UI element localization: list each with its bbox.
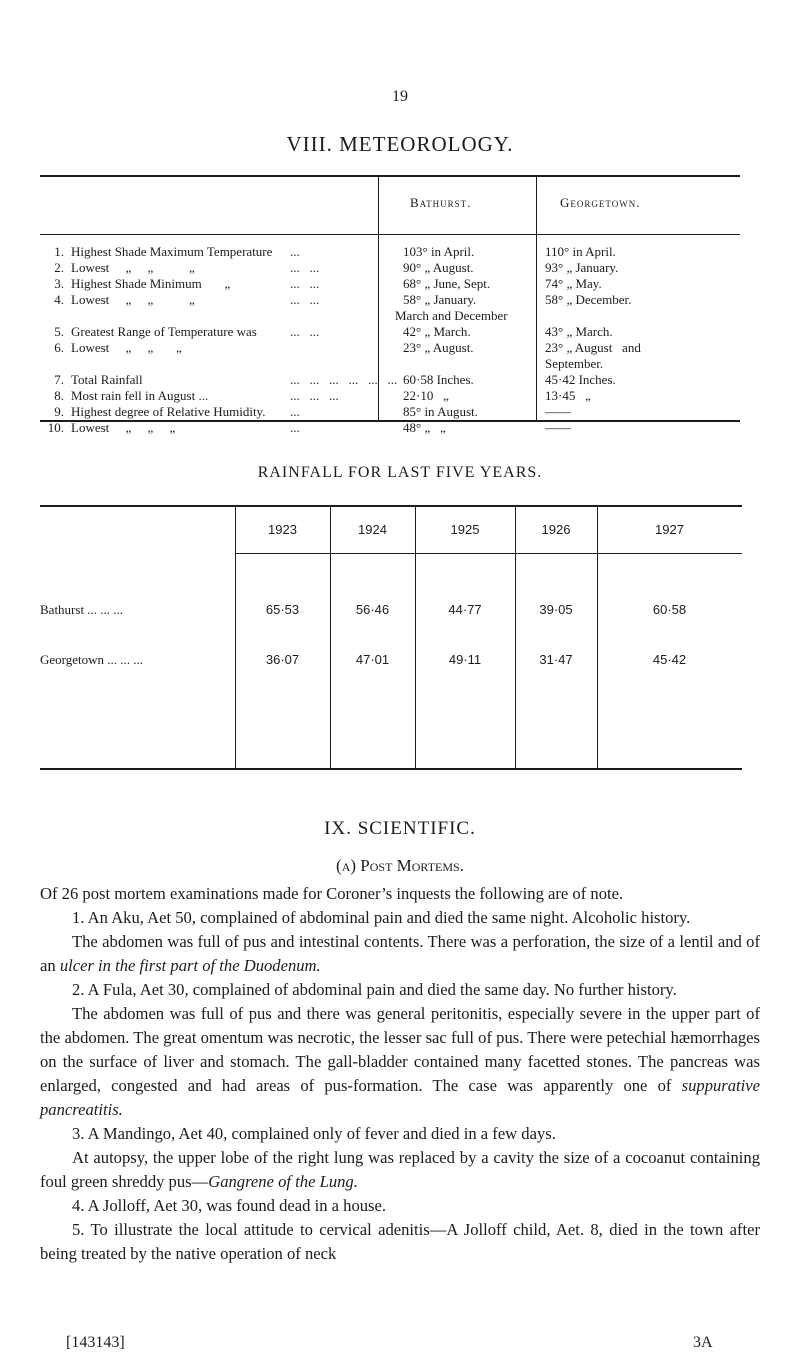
case-4-paragraph: 4. A Jolloff, Aet 30, was found dead in a house. (72, 1196, 387, 1215)
meteorology-row (40, 404, 740, 420)
row-number: 1. (54, 244, 64, 259)
rainfall-row-label: Georgetown ... ... ... (40, 652, 144, 667)
row-number: 5. (54, 324, 64, 339)
bathurst-value: 60·58 Inches. (403, 372, 474, 387)
georgetown-value: 58° „ December. (545, 292, 632, 307)
meteorology-table (40, 175, 740, 435)
bathurst-value: 90° „ August. (403, 260, 474, 275)
row-number: 8. (54, 388, 64, 403)
meteorology-row (40, 276, 740, 292)
diagnosis-text: Gangrene of the Lung. (208, 1172, 358, 1191)
signature-mark: 3A (693, 1334, 713, 1351)
meteorology-row (40, 420, 740, 436)
rainfall-table (40, 505, 742, 770)
rainfall-value: 47·01 (355, 652, 390, 667)
row-label: Lowest „ „ „ (71, 292, 195, 307)
row-label: Most rain fell in August ... (71, 388, 209, 403)
bathurst-value: 22·10 „ (403, 388, 449, 403)
leader-dots: ... ... (290, 260, 320, 275)
georgetown-value-continued: September. (545, 356, 604, 371)
column-divider (415, 505, 416, 770)
georgetown-value: 13·45 „ (545, 388, 591, 403)
meteorology-row (40, 372, 740, 388)
rainfall-value: 31·47 (539, 652, 573, 667)
georgetown-value: —— (545, 420, 571, 435)
rainfall-value: 60·58 (652, 602, 687, 617)
row-label: Lowest „ „ „ (71, 340, 182, 355)
rainfall-row-label: Bathurst ... ... ... (40, 602, 124, 617)
meteorology-row (40, 292, 740, 323)
section-title-scientific: IX. SCIENTIFIC. (324, 818, 476, 839)
row-number: 7. (54, 372, 64, 387)
page-number: 19 (392, 88, 408, 105)
leader-dots: ... ... (290, 324, 320, 339)
row-label: Lowest „ „ „ (71, 260, 195, 275)
table-bottom-rule (40, 768, 742, 770)
bathurst-value: 48° „ „ (403, 420, 446, 435)
bathurst-value: 85° in August. (403, 404, 478, 419)
rainfall-value: 49·11 (448, 652, 482, 667)
column-header-bathurst: Bathurst. (410, 195, 472, 210)
bathurst-value: 23° „ August. (403, 340, 474, 355)
meteorology-row (40, 324, 740, 340)
case-1-paragraph: 1. An Aku, Aet 50, complained of abdominal pain and died the same night. Alcoholic history. (72, 908, 691, 927)
leader-dots: ... (290, 244, 300, 259)
meteorology-row (40, 244, 740, 260)
georgetown-value: 110° in April. (545, 244, 616, 259)
column-divider (515, 505, 516, 770)
year-header: 1926 (541, 522, 571, 537)
leader-dots: ... ... (290, 276, 320, 291)
table-header-rule (40, 234, 740, 235)
rainfall-value: 44·77 (448, 602, 482, 617)
leader-dots: ... (290, 420, 300, 435)
column-divider (235, 505, 236, 770)
row-number: 10. (47, 420, 64, 435)
column-divider (597, 505, 598, 770)
georgetown-value: 45·42 Inches. (545, 372, 616, 387)
georgetown-value: 74° „ May. (545, 276, 602, 291)
diagnosis-text: suppurative pancreatitis. (40, 1076, 760, 1119)
case-3-paragraph: 3. A Mandingo, Aet 40, complained only of fever and died in a few days. (72, 1124, 556, 1143)
bathurst-value: 58° „ January. (403, 292, 477, 307)
row-number: 9. (54, 404, 64, 419)
leader-dots: ... ... (290, 292, 320, 307)
findings-text: The abdomen was full of pus and there was general peritonitis, especially severe in the upper part of the abdomen. The great omentum was necrotic, the lesser sac full of pus. There were petechial hæmorrhages on the surface of liver and stomach. The gall-bladder contained many facetted stones. The pancreas was enlarged, congested and had areas of pus-formation. The case was apparently one of (40, 1004, 760, 1095)
bathurst-value-continued: March and December (395, 308, 508, 323)
case-5-paragraph: 5. To illustrate the local attitude to cervical adenitis—A Jolloff child, Aet. 8, died in the town after being treated by the native operation of neck (40, 1220, 760, 1263)
rainfall-title: RAINFALL FOR LAST FIVE YEARS. (257, 464, 543, 481)
georgetown-value: 23° „ August and (545, 340, 641, 355)
leader-dots: ... (290, 404, 300, 419)
year-header: 1925 (450, 522, 480, 537)
bathurst-value: 68° „ June, Sept. (403, 276, 491, 291)
diagnosis-text: ulcer in the first part of the Duodenum. (59, 956, 321, 975)
row-label: Highest Shade Minimum „ (71, 276, 231, 291)
column-divider (330, 505, 331, 770)
table-top-rule (40, 175, 740, 177)
georgetown-value: 93° „ January. (545, 260, 619, 275)
case-3-findings (40, 1146, 760, 1194)
georgetown-value: —— (545, 404, 571, 419)
findings-text: The abdomen was full of pus and intestinal contents. There was a perforation, the size of a lentil and of an (40, 932, 760, 975)
leader-dots: ... ... ... ... ... ... (290, 372, 398, 387)
year-header: 1923 (268, 522, 297, 537)
row-label: Total Rainfall (71, 372, 143, 387)
rainfall-value: 56·46 (355, 602, 390, 617)
section-title: VIII. METEOROLOGY. (286, 132, 514, 156)
case-2-paragraph: 2. A Fula, Aet 30, complained of abdominal pain and died the same day. No further history. (72, 980, 677, 999)
leader-dots: ... ... ... (290, 388, 339, 403)
row-number: 4. (54, 292, 64, 307)
row-number: 2. (54, 260, 64, 275)
rainfall-value: 65·53 (265, 602, 300, 617)
findings-text: At autopsy, the upper lobe of the right lung was replaced by a cavity the size of a cocoanut containing foul green shreddy pus— (40, 1148, 760, 1191)
meteorology-row (40, 340, 740, 371)
row-label: Highest Shade Maximum Temperature (71, 244, 273, 259)
table-top-rule (40, 505, 742, 507)
year-header: 1924 (358, 522, 387, 537)
year-header: 1927 (655, 522, 684, 537)
print-reference: [143143] (66, 1334, 125, 1351)
meteorology-row (40, 388, 740, 404)
subsection-title: (a) Post Mortems. (336, 856, 464, 875)
case-1-findings (40, 930, 760, 978)
row-number: 3. (54, 276, 64, 291)
bathurst-value: 103° in April. (403, 244, 475, 259)
rainfall-value: 45·42 (652, 652, 687, 667)
row-label: Greatest Range of Temperature was (71, 324, 257, 339)
row-label: Lowest „ „ „ (71, 420, 176, 435)
column-header-georgetown: Georgetown. (560, 195, 641, 210)
georgetown-value: 43° „ March. (545, 324, 613, 339)
meteorology-row (40, 260, 740, 276)
row-label: Highest degree of Relative Humidity. (71, 404, 266, 419)
case-2-findings (40, 1002, 760, 1122)
bathurst-value: 42° „ March. (403, 324, 471, 339)
intro-paragraph: Of 26 post mortem examinations made for Coroner’s inquests the following are of note. (40, 884, 624, 903)
row-number: 6. (54, 340, 64, 355)
rainfall-value: 39·05 (539, 602, 573, 617)
header-rule (235, 553, 742, 554)
rainfall-value: 36·07 (265, 652, 300, 667)
